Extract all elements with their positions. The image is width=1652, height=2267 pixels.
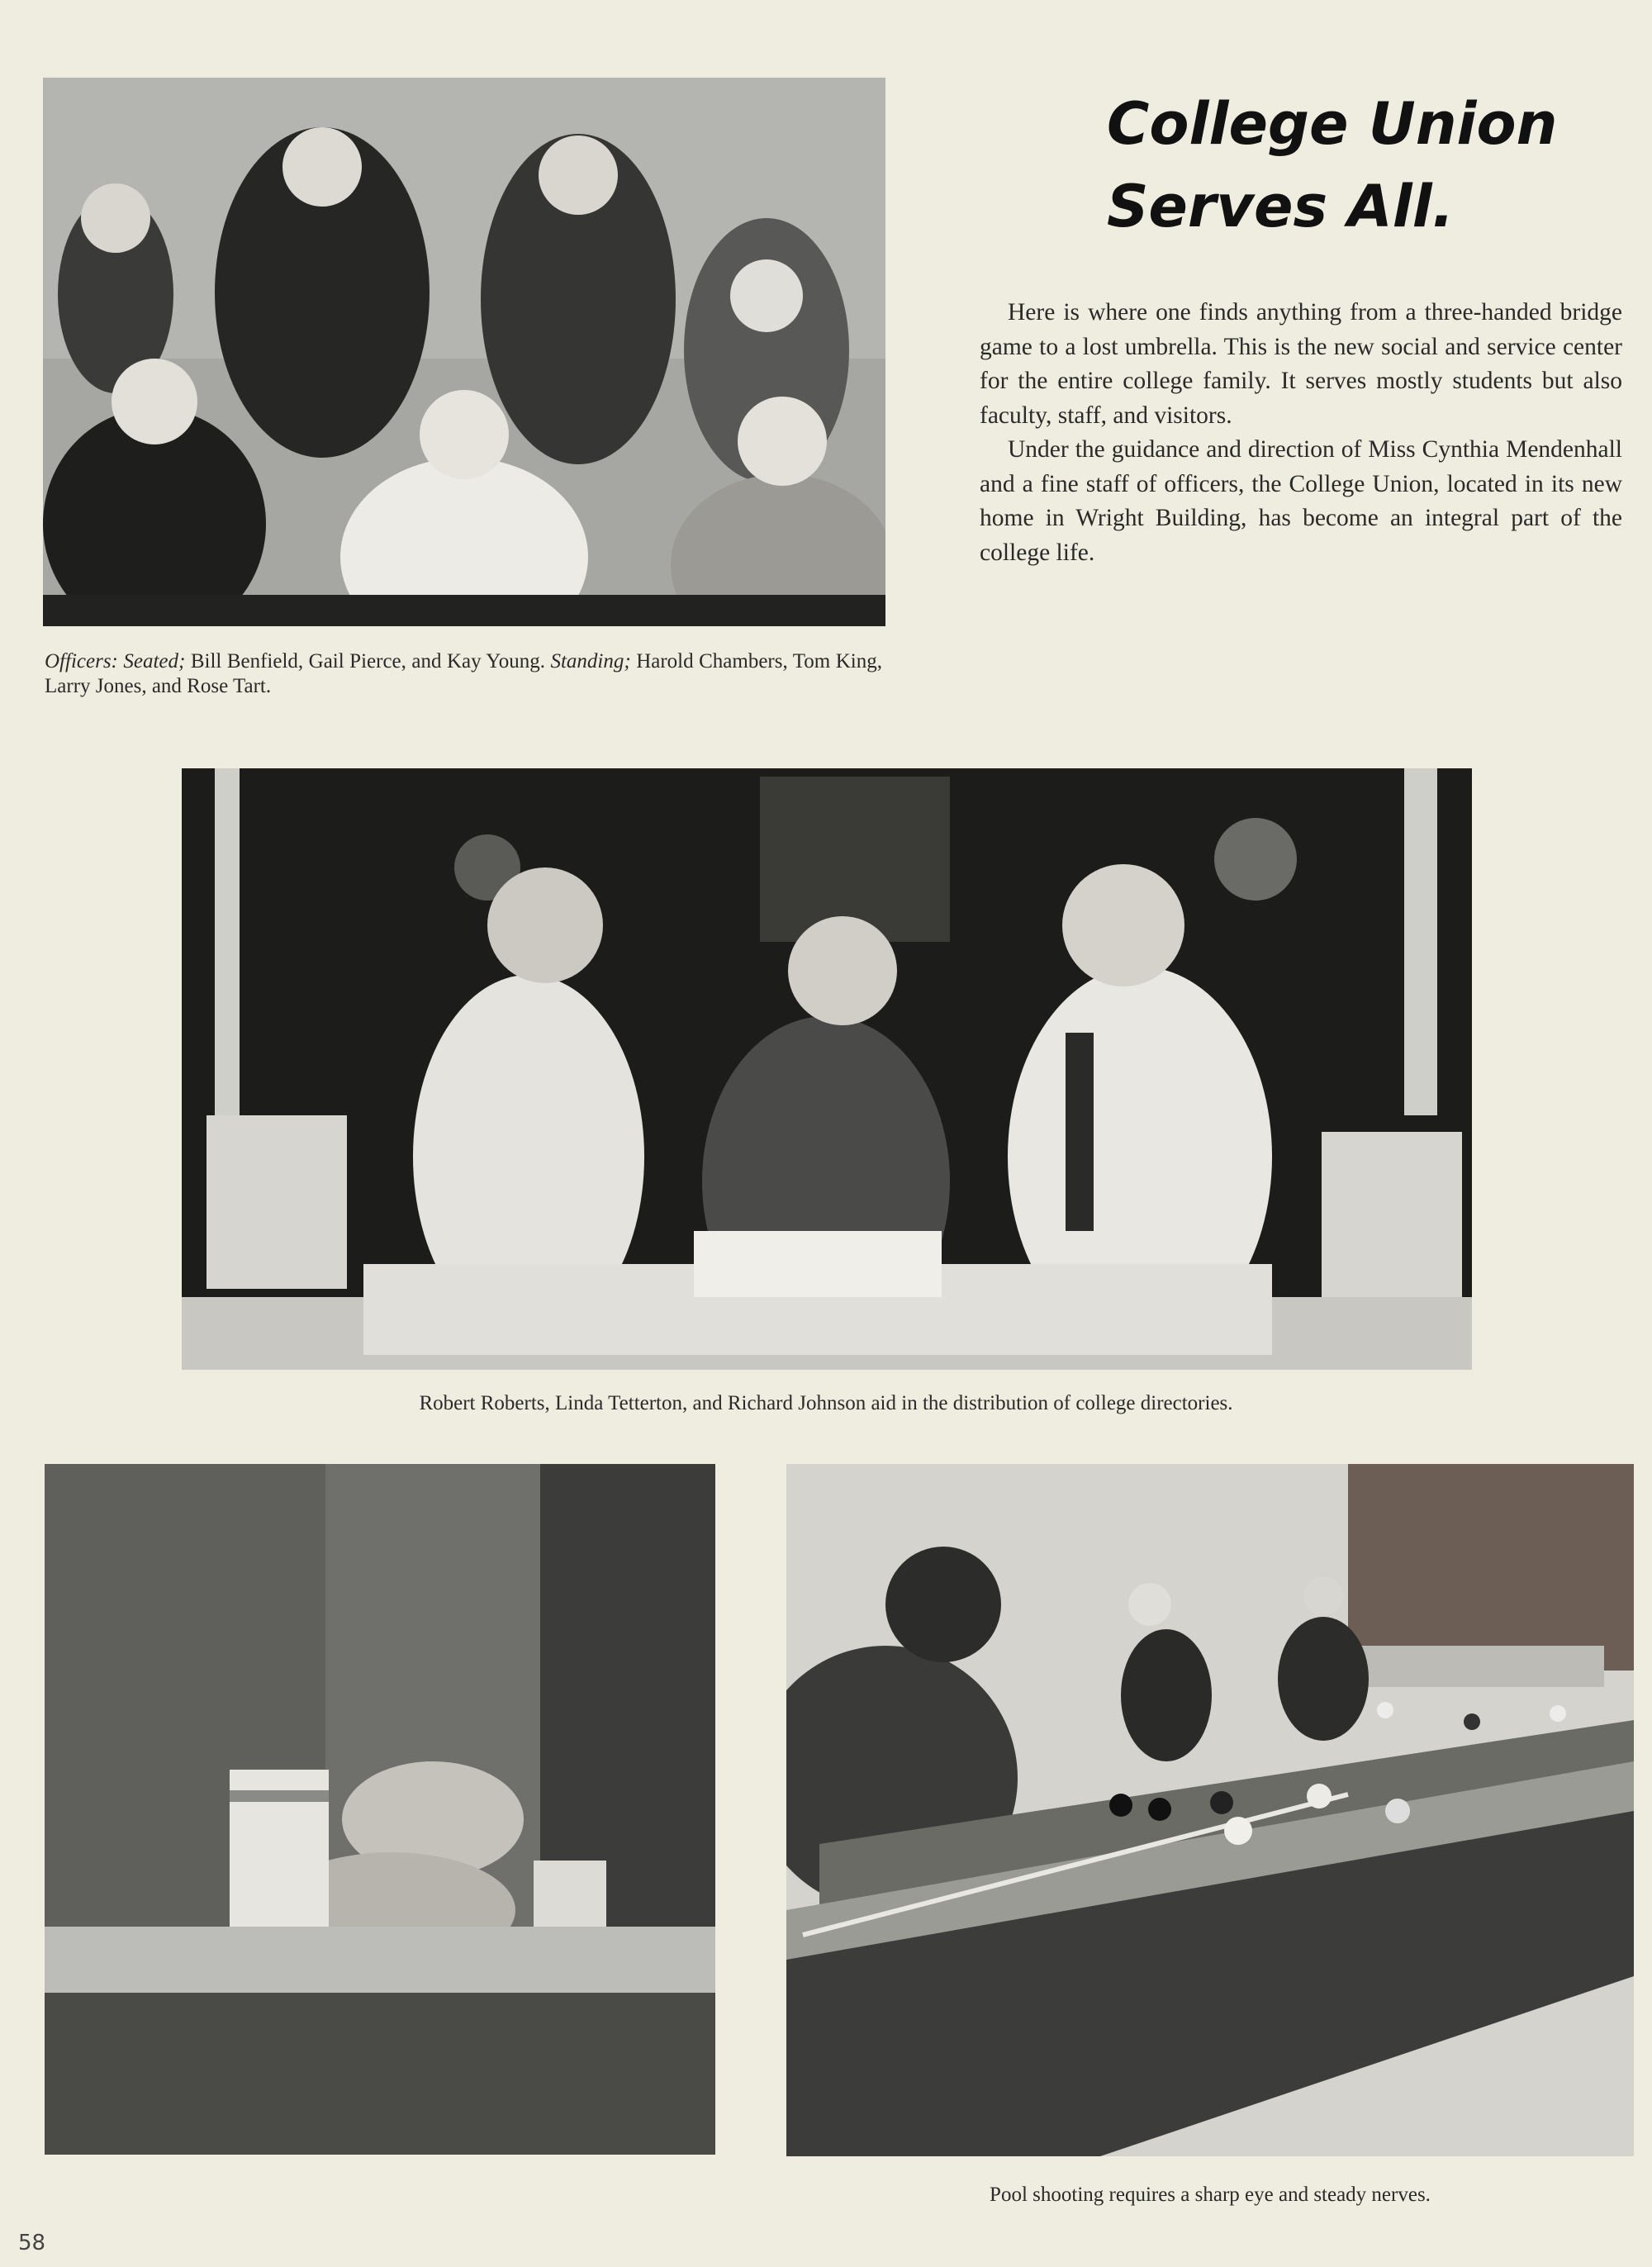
paragraph-1: Here is where one finds anything from a three-handed bridge game to a lost umbrella. This is the new social and service center for the entire college family. It serves mostly students but also faculty, staff, and visitors. — [980, 299, 1622, 429]
title-line-1: College Union — [1107, 90, 1558, 158]
caption-seated-names: Bill Benfield, Gail Pierce, and Kay Young. — [185, 650, 551, 672]
page-title — [1107, 83, 1619, 248]
pool-photo — [786, 1464, 1634, 2156]
caption-label-seated: Officers: Seated; — [45, 650, 186, 672]
title-line-2: Serves All. — [1107, 173, 1455, 240]
article-body — [980, 296, 1622, 570]
caption-standing-names: Harold Chambers, Tom King, Larry Jones, and Rose Tart. — [45, 650, 882, 697]
snack-photo — [45, 1464, 715, 2155]
directories-caption: Robert Roberts, Linda Tetterton, and Richard Johnson aid in the distribution of college directories. — [419, 1392, 1233, 1414]
directories-photo — [182, 768, 1472, 1370]
caption-label-standing: Standing; — [550, 650, 631, 672]
officers-photo — [43, 78, 885, 626]
pool-caption: Pool shooting requires a sharp eye and steady nerves. — [990, 2184, 1431, 2206]
page-number: 58 — [18, 2231, 46, 2255]
officers-caption — [45, 649, 882, 699]
paragraph-2: Under the guidance and direction of Miss Cynthia Mendenhall and a fine staff of officers, the College Union, located in its new home in Wright Building, has become an integral part of the college life. — [980, 436, 1622, 566]
